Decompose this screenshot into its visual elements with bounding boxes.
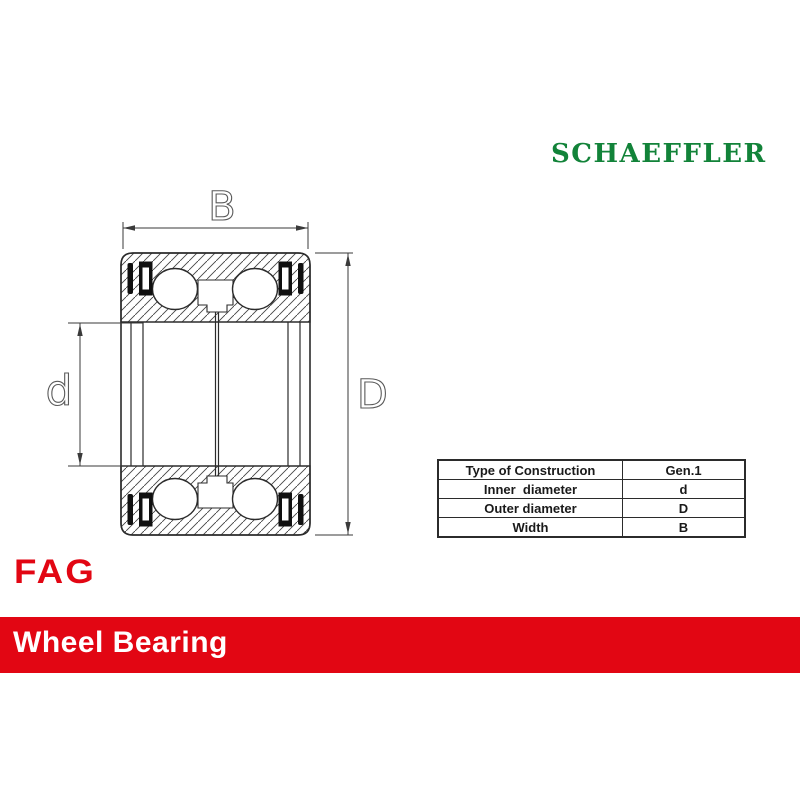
table-row xyxy=(438,460,745,480)
width-label: B xyxy=(208,185,236,230)
spec-value: D xyxy=(623,499,746,518)
outer-diameter-label: D xyxy=(357,372,388,418)
seal-top-left xyxy=(128,262,153,296)
spec-table xyxy=(437,459,746,538)
fag-logo: FAG xyxy=(14,553,96,591)
schaeffler-logo: SCHAEFFLER xyxy=(551,139,767,169)
spec-label: Width xyxy=(438,518,623,538)
inner-ring-bore-lines xyxy=(131,312,300,476)
page-title: Wheel Bearing xyxy=(13,626,228,659)
ball-top-right xyxy=(233,269,278,310)
spec-value: B xyxy=(623,518,746,538)
dimension-inner-d xyxy=(68,323,143,466)
seal-bottom-right xyxy=(279,493,304,527)
ball-bottom-left xyxy=(153,479,198,520)
dimension-outer-D xyxy=(315,253,353,535)
ball-top-left xyxy=(153,269,198,310)
ball-bottom-right xyxy=(233,479,278,520)
inner-diameter-label: d xyxy=(45,366,73,415)
seal-bottom-left xyxy=(128,493,153,527)
table-row xyxy=(438,518,745,538)
spec-value: Gen.1 xyxy=(623,460,746,480)
bearing-cross-section-drawing xyxy=(0,185,400,547)
spec-label: Inner diameter xyxy=(438,480,623,499)
title-banner xyxy=(0,617,800,673)
spec-value: d xyxy=(623,480,746,499)
spec-label: Type of Construction xyxy=(438,460,623,480)
table-row xyxy=(438,499,745,518)
table-row xyxy=(438,480,745,499)
spec-label: Outer diameter xyxy=(438,499,623,518)
seal-top-right xyxy=(279,262,304,296)
